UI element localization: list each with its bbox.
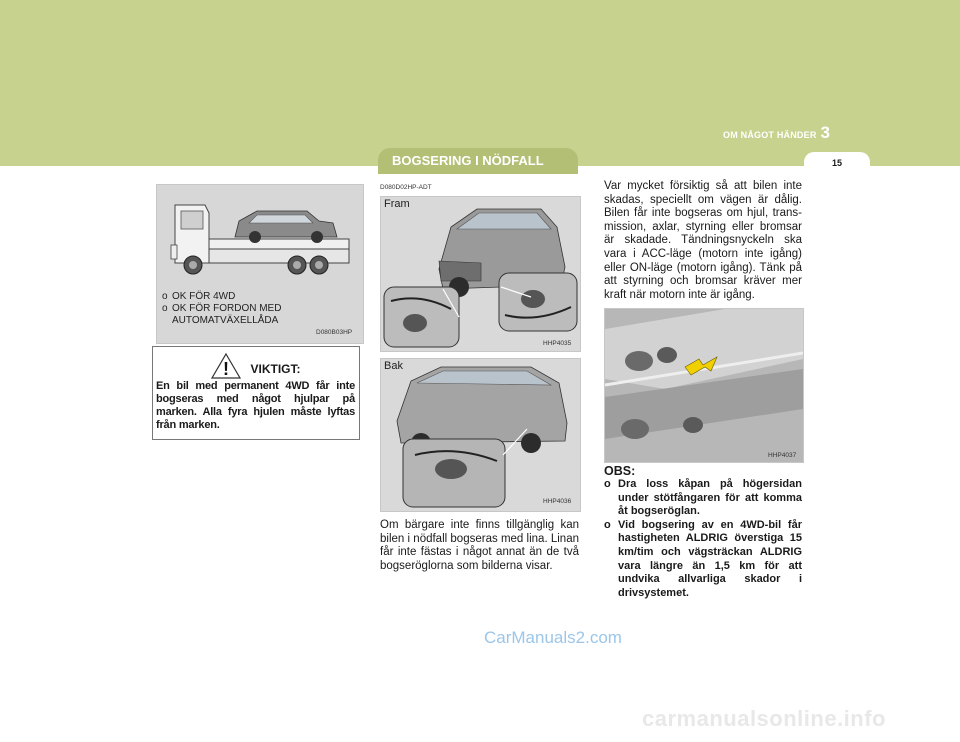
truck-bullet-list xyxy=(162,291,352,327)
front-tow-hook-illustration xyxy=(380,196,581,352)
warning-symbol: ! xyxy=(222,359,229,379)
truck-figure-code: D080B03HP xyxy=(316,329,353,336)
chapter-title: OM NÅGOT HÄNDER xyxy=(723,130,817,140)
header-band xyxy=(0,0,960,90)
chapter-number: 3 xyxy=(820,123,830,142)
photo-figure-code: HHP4037 xyxy=(768,452,797,459)
rear-figure-code: HHP4036 xyxy=(543,498,572,505)
header-band-side xyxy=(910,90,960,166)
right-body-text: Var mycket försiktig så att bilen inte skadas, speciellt om vägen är dålig. Bilen får inte bogseras om hjul, trans-mission, axlar, styrning eller bromsar är skadade. Tändningsnyckeln ska vara i ACC-läge (motorn inte igång) eller ON-läge (motorn igång). Tänk på att styrning och bromsar kräver mer kraft när motorn inte är igång. xyxy=(604,180,802,301)
front-car-drawing xyxy=(381,197,580,351)
middle-body-text: Om bärgare inte finns tillgänglig kan bilen i nödfall bogseras med lina. Linan får inte fästas i något annat än de två bogseröglorna som bilderna visar. xyxy=(380,519,579,572)
obs-list xyxy=(604,478,802,600)
obs-item xyxy=(604,478,802,519)
bullet-item xyxy=(162,303,352,327)
rear-label: Bak xyxy=(384,360,403,372)
watermark-carmanuals2: CarManuals2.com xyxy=(484,628,622,647)
section-title: BOGSERING I NÖDFALL xyxy=(378,148,578,174)
obs-text: Vid bogsering av en 4WD-bil får hastigheten ALDRIG överstiga 15 km/tim och vägsträckan ALDRIG vara längre än 1,5 km för att undvika allvarliga skador i drivsystemet. xyxy=(618,518,802,599)
rear-car-drawing xyxy=(381,359,580,511)
obs-marker: o xyxy=(604,478,611,490)
watermark-carmanualsonline: carmanualsonline.info xyxy=(642,706,886,731)
warning-box xyxy=(152,346,360,440)
obs-text: Dra loss kåpan på högersidan under stötfångaren för att komma åt bogseröglan. xyxy=(618,478,802,518)
rear-tow-hook-illustration xyxy=(380,358,581,512)
bullet-text: OK FÖR 4WD xyxy=(172,291,236,302)
front-label: Fram xyxy=(384,198,410,210)
warning-triangle-icon xyxy=(211,352,241,380)
bumper-photo-drawing xyxy=(605,309,803,462)
bullet-marker: o xyxy=(162,291,168,302)
section-code: D080D02HP-ADT xyxy=(380,184,432,191)
front-figure-code: HHP4035 xyxy=(543,340,572,347)
obs-item xyxy=(604,519,802,601)
warning-header xyxy=(156,352,355,380)
bullet-item xyxy=(162,291,352,303)
tow-hook-cover-photo xyxy=(604,308,804,463)
bullet-text: OK FÖR FORDON MED AUTOMATVÄXELLÅDA xyxy=(172,303,282,326)
bullet-marker: o xyxy=(162,303,168,314)
warning-title: VIKTIGT: xyxy=(250,362,301,376)
chapter-header xyxy=(723,123,830,142)
obs-title: OBS: xyxy=(604,464,636,478)
warning-text: En bil med permanent 4WD får inte bogseras med något hjulpar på marken. Alla fyra hjulen måste lyftas från marken. xyxy=(156,380,355,431)
page-number: 15 xyxy=(804,152,870,174)
obs-marker: o xyxy=(604,518,611,531)
